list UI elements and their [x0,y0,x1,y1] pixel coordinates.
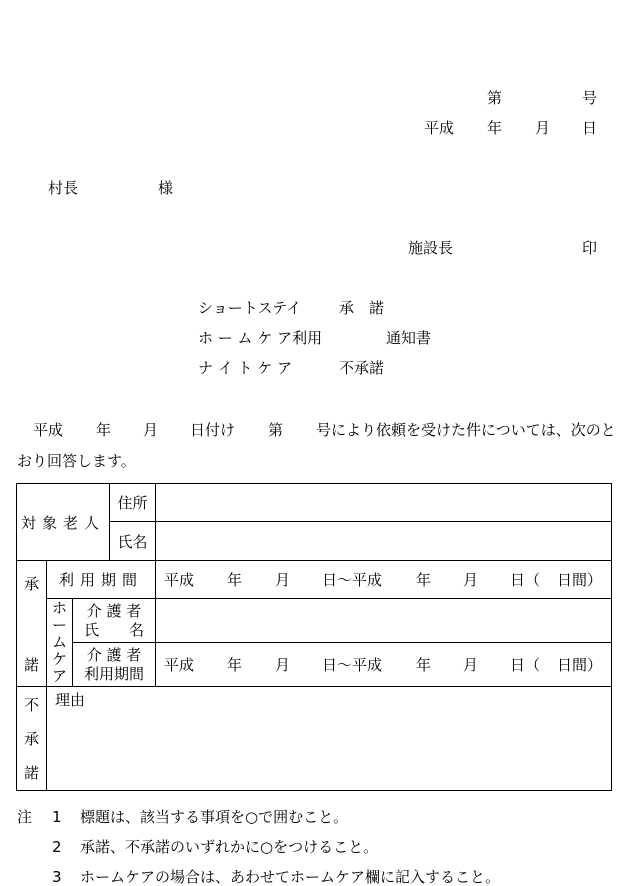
caregiver-name-field[interactable] [156,599,612,643]
note-1-num: 1 [52,808,62,826]
name-label: 氏名 [110,522,156,561]
addressee-honorific: 様 [158,179,174,197]
use-period-field[interactable]: 平成 年 月 日～平成 年 月 日（ 日間） [156,561,612,599]
note-1-text: 標題は、該当する事項を○で囲むこと。 [80,808,349,826]
note-2-num: 2 [52,838,62,856]
use-period-label: 利用期間 [47,561,156,599]
date-year: 年 [487,119,503,137]
refusal-cell: 不 承 諾 [17,687,47,791]
form-table [16,483,612,791]
body-month: 月 [143,421,159,439]
subject-label: 対象老人 [17,484,110,561]
date-month: 月 [535,119,551,137]
note-3-num: 3 [52,868,62,886]
addressee-title: 村長 [48,179,79,197]
name-field[interactable] [156,522,612,561]
address-label: 住所 [110,484,156,522]
body-year: 年 [96,421,112,439]
title-refusal: 不承諾 [339,359,385,377]
title-notice: 通知書 [386,329,432,347]
reason-field[interactable] [47,687,612,791]
consent-cell [17,561,47,687]
title-consent: 承 諾 [339,299,385,317]
caregiver-period-field[interactable]: 平成 年 月 日～平成 年 月 日（ 日間） [156,643,612,687]
address-field[interactable] [156,484,612,522]
caregiver-name-label: 介 護 者 氏 名 [73,599,156,643]
service-homecare: ホ ー ム ケ ア利用 [198,329,323,347]
service-nightcare: ナ イ ト ケ ア [198,359,293,377]
body-day-ref: 日付け [190,421,236,439]
sender-title: 施設長 [408,239,454,257]
consent-char-1: 承 [23,574,39,593]
homecare-label: ホ ー ム ケ ア [47,599,73,687]
seal-mark: 印 [582,239,598,257]
consent-char-2: 諾 [23,655,39,674]
notes-prefix: 注 [17,808,33,826]
body-line2: おり回答します。 [17,452,136,470]
body-num: 第 [268,421,284,439]
body-era: 平成 [33,421,64,439]
caregiver-period-label: 介 護 者 利用期間 [73,643,156,687]
date-era: 平成 [424,119,455,137]
date-day: 日 [582,119,598,137]
body-line1-tail: 号により依頼を受けた件については、次のと [316,421,616,439]
note-3-text: ホームケアの場合は、あわせてホームケア欄に記入すること。 [80,868,501,886]
note-2-text: 承諾、不承諾のいずれかに○をつけること。 [80,838,379,856]
service-shortstay: ショートステイ [198,299,302,317]
number-prefix: 第 [487,89,503,107]
reason-label: 理由 [55,691,86,709]
number-suffix: 号 [582,89,598,107]
